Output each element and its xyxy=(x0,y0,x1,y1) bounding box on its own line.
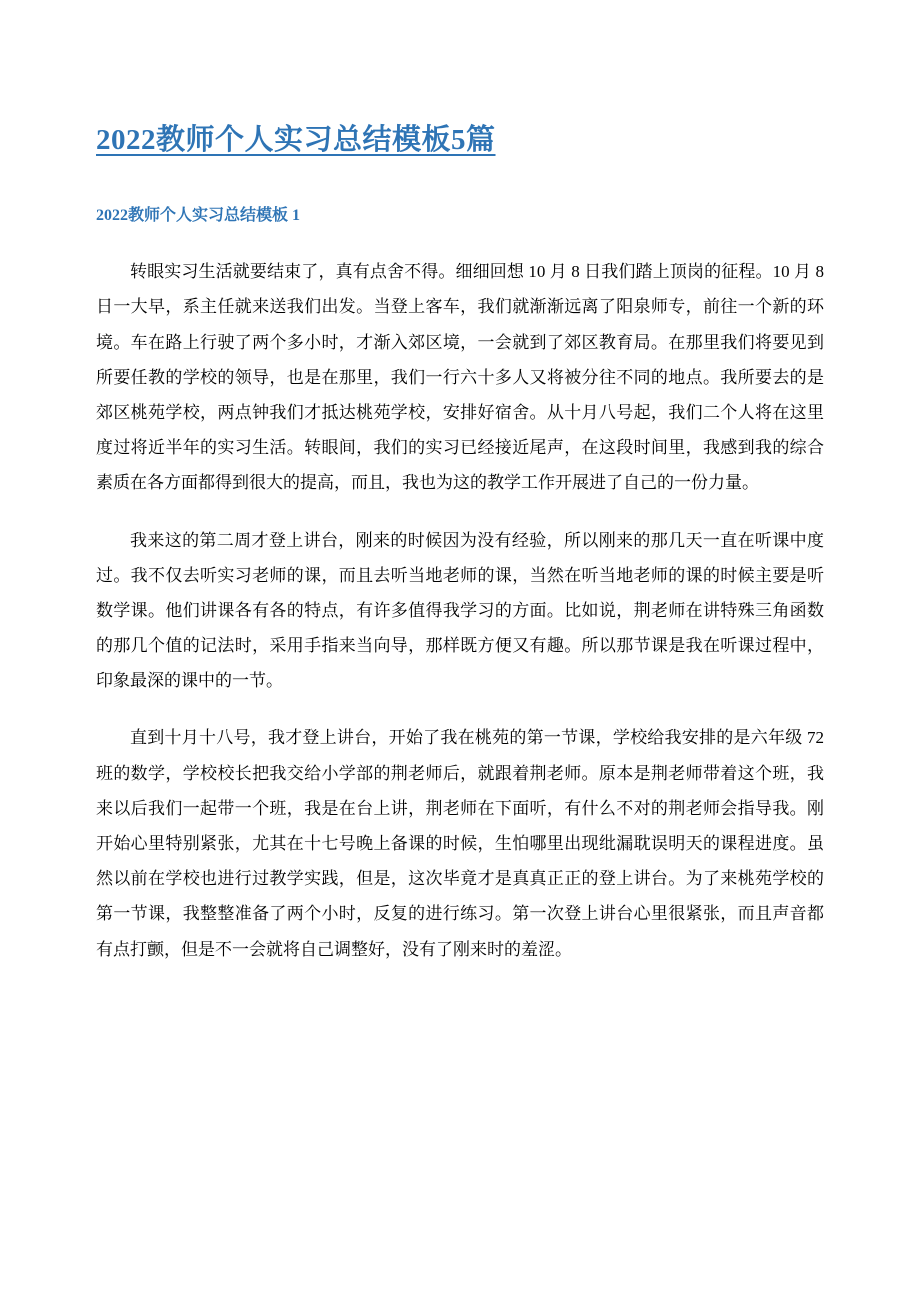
paragraph: 直到十月十八号，我才登上讲台，开始了我在桃苑的第一节课，学校给我安排的是六年级 72 班的数学，学校校长把我交给小学部的荆老师后，就跟着荆老师。原本是荆老师带着这个班，我来以后我们一起带一个班，我是在台上讲，荆老师在下面听，有什么不对的荆老师会指导我。刚开始心里特别紧张，尤其在十七号晚上备课的时候，生怕哪里出现纰漏耽误明天的课程进度。虽然以前在学校也进行过教学实践，但是，这次毕竟才是真真正正的登上讲台。为了来桃苑学校的第一节课，我整整准备了两个小时，反复的进行练习。第一次登上讲台心里很紧张，而且声音都有点打颤，但是不一会就将自己调整好，没有了刚来时的羞涩。 xyxy=(96,728,824,959)
page-title: 2022教师个人实习总结模板5篇 xyxy=(96,124,496,156)
document-body xyxy=(96,120,824,967)
section-heading: 2022教师个人实习总结模板 1 xyxy=(96,206,301,224)
paragraph: 我来这的第二周才登上讲台，刚来的时候因为没有经验，所以刚来的那几天一直在听课中度过。我不仅去听实习老师的课，而且去听当地老师的课，当然在听当地老师的课的时候主要是听数学课。他们讲课各有各的特点，有许多值得我学习的方面。比如说，荆老师在讲特殊三角函数的那几个值的记法时，采用手指来当向导，那样既方便又有趣。所以那节课是我在听课过程中，印象最深的课中的一节。 xyxy=(96,530,824,691)
paragraph: 转眼实习生活就要结束了，真有点舍不得。细细回想 10 月 8 日我们踏上顶岗的征程。10 月 8 日一大早，系主任就来送我们出发。当登上客车，我们就渐渐远离了阳泉师专，前往一个新的环境。车在路上行驶了两个多小时，才渐入郊区境，一会就到了郊区教育局。在那里我们将要见到所要任教的学校的领导，也是在那里，我们一行六十多人又将被分往不同的地点。我所要去的是郊区桃苑学校，两点钟我们才抵达桃苑学校，安排好宿舍。从十月八号起，我们二个人将在这里度过将近半年的实习生活。转眼间，我们的实习已经接近尾声，在这段时间里，我感到我的综合素质在各方面都得到很大的提高，而且，我也为这的教学工作开展进了自己的一份力量。 xyxy=(96,262,824,493)
